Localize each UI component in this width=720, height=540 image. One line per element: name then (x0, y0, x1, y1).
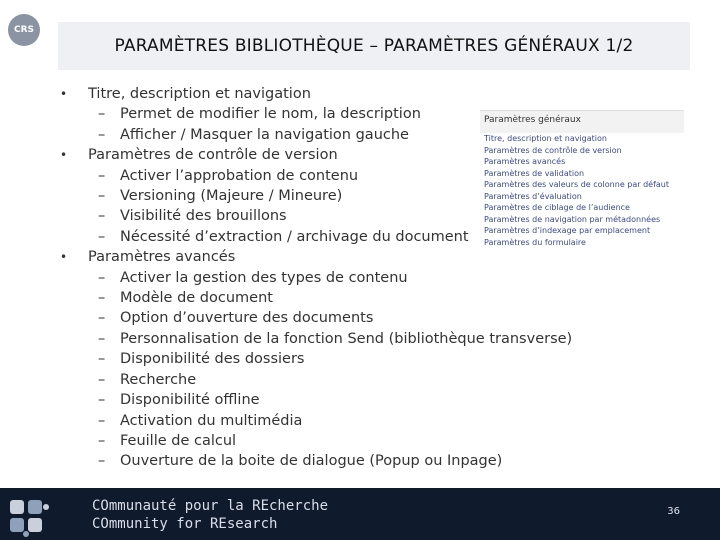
list-item: – Activer l’approbation de contenu (58, 166, 618, 186)
dash: – (98, 453, 106, 470)
list-item: – Permet de modifier le nom, la description (58, 104, 618, 124)
settings-link[interactable]: Paramètres des valeurs de colonne par défaut (484, 180, 670, 189)
dash: – (98, 188, 106, 205)
bullet: • (60, 148, 68, 163)
list-item: – Feuille de calcul (58, 431, 618, 451)
list-item: – Disponibilité offline (58, 390, 618, 410)
puzzle-logo-icon (6, 494, 78, 538)
settings-link[interactable]: Paramètres d’évaluation (484, 191, 582, 201)
list-item: – Visibilité des brouillons (58, 206, 618, 226)
dash: – (98, 126, 106, 143)
dash: – (98, 351, 106, 368)
list-item: – Ouverture de la boite de dialogue (Popup ou Inpage) (58, 451, 618, 471)
settings-link[interactable]: Paramètres de contrôle de version (484, 145, 622, 155)
dash: – (98, 290, 106, 307)
dash: – (98, 106, 106, 123)
dash: – (98, 269, 106, 286)
list-item: – Afficher / Masquer la navigation gauche (58, 125, 618, 145)
dash: – (98, 208, 106, 225)
dash: – (98, 228, 106, 245)
title-bar (58, 22, 690, 70)
list-item: – Recherche (58, 370, 618, 390)
page-number: 36 (667, 506, 680, 517)
list-item: – Modèle de document (58, 288, 618, 308)
settings-link[interactable]: Paramètres de validation (484, 168, 585, 178)
dash: – (98, 432, 106, 449)
dash: – (98, 167, 106, 184)
settings-link[interactable]: Paramètres de navigation par métadonnées (484, 214, 661, 224)
list-item: – Activer la gestion des types de contenu (58, 268, 618, 288)
dash: – (98, 392, 106, 409)
footer-line-1: COmmunauté pour la REcherche (92, 498, 329, 514)
cris-logo: CRS (8, 14, 40, 46)
settings-link[interactable]: Paramètres de ciblage de l’audience (484, 203, 630, 212)
settings-link[interactable]: Titre, description et navigation (484, 134, 607, 143)
list-item: – Personnalisation de la fonction Send (bibliothèque transverse) (58, 329, 618, 349)
dash: – (98, 371, 106, 388)
section-version-control: • Paramètres de contrôle de version (58, 145, 618, 165)
list-item: – Nécessité d’extraction / archivage du document (58, 227, 618, 247)
bullet: • (60, 87, 68, 101)
dash: – (98, 330, 106, 347)
slide-title: PARAMÈTRES BIBLIOTHÈQUE – PARAMÈTRES GÉNÉRAUX 1/2 (114, 36, 634, 56)
settings-panel-header: Paramètres généraux (480, 110, 684, 133)
list-item: – Disponibilité des dossiers (58, 349, 618, 369)
footer-banner (0, 488, 720, 540)
dash: – (98, 310, 106, 327)
bullet: • (60, 250, 68, 265)
settings-link[interactable]: Paramètres d’indexage par emplacement (484, 226, 651, 235)
section-advanced: • Paramètres avancés (58, 247, 618, 267)
list-item: – Versioning (Majeure / Mineure) (58, 186, 618, 206)
settings-link[interactable]: Paramètres avancés (484, 157, 566, 166)
dash: – (98, 412, 106, 429)
section-title-navigation: • Titre, description et navigation (58, 84, 618, 104)
settings-panel-screenshot (480, 110, 684, 260)
settings-link[interactable]: Paramètres du formulaire (484, 237, 586, 247)
list-item: – Activation du multimédia (58, 411, 618, 431)
list-item: – Option d’ouverture des documents (58, 308, 618, 328)
footer-line-2: COmmunity for REsearch (92, 516, 278, 532)
